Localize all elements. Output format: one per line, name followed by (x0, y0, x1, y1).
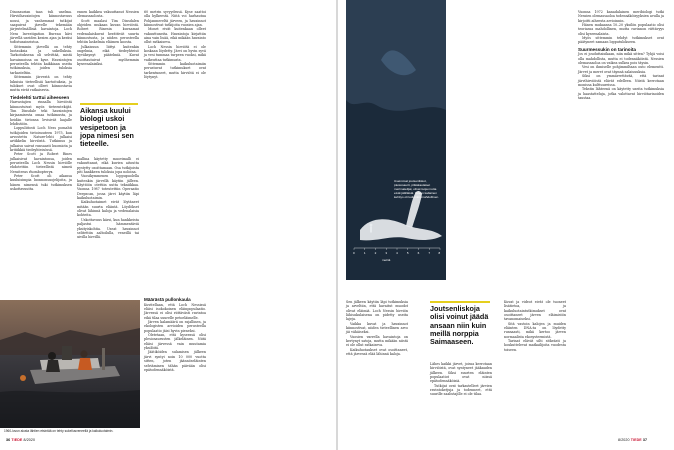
left-col1-p2: Sittemmin järvellä on tehty luotauksia ja sukelluksia. Tarkoituksena oli selvittää, mistä havainnoissa on kyse. Havaintojen perusteella tehtiin kaikkiaan useita tutkimuksia, joiden tuloksia tarkasteltiin. (10, 44, 72, 75)
right-col3-p2: Tutkijat ovat tarkastelleet järvien ravintoketjuja ja todenneet, että suurille saalistajille ei ole tilaa. (430, 383, 492, 397)
plesiosaur-illustration (346, 0, 446, 280)
left-col1-p5: Loppuliitosti Loch Ness pomahti tutkijoiden tietoisuuteen 1975, kun arvostettu Nature-lehti julkaisi artikkelin hirviöstä. Tutkimus ja julkaisu saivat runsaasti huomiota ja kritiikkiä tiedeyhteisössä. (10, 126, 72, 153)
pull-quote-accent-bar (80, 103, 138, 105)
left-col3b-p1: Kuvitellaan, että Loch Nessissä eläisi isokokoinen eläinpopulaatio. Järvessä ei olisi riittävästi ravintoa eikä tilaa suurelle petoeläimelle. (144, 302, 206, 320)
right-footer (618, 438, 647, 442)
diver-boat-photo (0, 300, 140, 428)
right-col1-p4: Kaikuluotaukset ovat osoittaneet, että järvessä elää lähinnä kaloja. (346, 347, 408, 357)
right-footer-page: 37 (642, 438, 648, 442)
right-col-4 (504, 300, 566, 430)
left-col3b-p3: Oletetaan, että kyseessä olisi plesiosaurusten jälkeläinen. Niitä eläisi järvessä vain muutamia yksilöitä. (144, 333, 206, 351)
tick-label-6: 6 (417, 251, 420, 255)
right-col2-p7: Tekstin lähteenä on käytetty useita tutkimuksia ja haastatteluja, jotka valottavat hirviötarinoiden taustaa. (578, 87, 664, 100)
tick-label-4: 4 (396, 251, 398, 255)
right-page (338, 0, 674, 450)
axis-unit: metriä (382, 258, 391, 262)
tick-label-5: 5 (406, 251, 409, 255)
right-footer-issue: 8/2020 (618, 438, 630, 442)
right-col2-p5: Vesi on ihmiselle pohjimmiltaan outo elementti. Järvet ja meret ovat täynnä salaisuuksia. (578, 65, 664, 74)
left-footer-page: 36 (6, 438, 11, 442)
left-footer-brand: TIEDE (11, 438, 23, 442)
right-col3-p1: Lähes kaikki järvet, joissa kerrotaan hirviöistä, ovat syntyneet jääkauden jälkeen. Siksi suurten eläinten populaatiot ovat niissä epätodennäköisiä. (430, 362, 492, 384)
graphic-caption: Useimmat joutsenliskot, plesiosaurit, pitkäkaulaiset merimatelijat, olivat isoja mutta eivät jättiläisiä. Kuvan kaltainen kehitys oli kuitenkin mahdollinen. (394, 179, 440, 199)
right-pull-quote-accent-bar (430, 301, 490, 303)
left-col2b-p3: Kaikuluotaimet eivät löytäneet mitään suurta eläintä. Löydökset olivat lähinnä kaloja ja vedenalaisia kohteita. (77, 200, 139, 218)
right-col2-p6: Siksi on ymmärrettävää, että tarinat järvihirviöistä elävät edelleen. Niistä kerrotaan monissa kulttuureissa. (578, 74, 664, 87)
left-col1-p3: Sittemmin järvestä on tehty lukuisia tieteellisiä kartoituksia, ja tulokset ovat olleet kiinnostavia mutta eivät ratkaisevia. (10, 75, 72, 93)
right-col1-p1: Sen jälkeen käytiin läpi tutkimuksia ja arveltiin, että havaitut muodot olivat eläimiä. Loch Nessin hirviön lähisukulaisena on pidetty useita lajeja. (346, 300, 408, 322)
right-pull-quote (430, 301, 490, 361)
right-col2-subhead: Suurmessukin on tarinoita (578, 46, 636, 52)
right-footer-brand: TIEDE (630, 438, 642, 442)
left-col3-p2: Monet eivät kuitenkaan olleet vakuuttuneita. Havaintoja kirjattiin aina vain lisää, eikä mikään havainto ollut ratkaiseva. (144, 27, 206, 45)
left-col-2b (77, 157, 139, 300)
left-col-3-bottom (144, 295, 206, 431)
left-col1-subhead: Tiedelehti tarttui aiheeseen (10, 94, 70, 100)
left-col2b-p1: mallina käytetty muovimalli ei vakuuttanut, eikä kuvien aitoutta pystytty osoittamaan. Osa tutkijoista piti hankkeen tuloksia jopa noloina. (77, 157, 139, 175)
photo-caption: 1960-luvun alusta lähtien etsintää on tehty sukellusveneellä ja kaikuluotaimin. (4, 429, 114, 433)
right-col2-p2: Hänen mukaansa 10–20 yksilön populaatio olisi teoriassa mahdollinen, mutta ravinnon riittävyys olisi kyseenalaista. (578, 23, 664, 36)
tick-label-3: 3 (385, 251, 388, 255)
right-col1-p2: Vaikka kuvat ja havainnot kiinnostivat, niiden tieteellinen arvo jäi vähäiseksi. (346, 321, 408, 335)
right-col4-p2: Sitä vastoin kalojen ja muiden eläinten DNA:ta on löydetty runsaasti, mikä kertoo järven normaalista ekosysteemistä. (504, 321, 566, 339)
left-col3-p4: Sittemmin kaikuluotaimiin perustuvat tutkimukset ovat tarkentuneet, mutta hirviötä ei ole löytynyt. (144, 62, 206, 80)
tick-label-2: 2 (374, 251, 377, 255)
left-pull-quote-text: Aikansa kuului biologi uskoi vesipetoon ja jopa nimesi sen tieteelle. (80, 106, 134, 149)
left-col2-p2: Scott maalasi Tim Dinsdalen ohjeiden mukaan kuvan hirviöstä. Robert Rinesin kuvaamat vedenalaiskuvat herättivät suurta kiinnostusta, ja niiden perusteella tehtiin laskelmia eläimen koosta. (77, 18, 139, 45)
left-col1-p6: Peter Scott ja Robert Rines julkaisivat havaintonsa, joiden perusteella Loch Nessin hirviölle ehdotettiin tieteellistä nimeä Nessiteras rhombopteryx. (10, 152, 72, 174)
left-col-1 (10, 10, 72, 300)
left-col2-p3: Julkaisuun liittyi kuitenkin ongelmia, eikä tiedeyhteisö hyväksynyt päätelmiä. Kuvat osoittautuivat myöhemmin kyseenalaisiksi. (77, 44, 139, 67)
left-col1-p1: Dinosaurian taas tuli unelma. Hirviöhavaintojen kiinnostavuus nousi, ja vanhemmat tutkijat saapuivat järvelle tekemään järjestelmällisiä havaintoja. Loch Ness Investigation Bureau kävi järvellä useiden kesien ajan ja keräsi todistusaineistoa. (10, 10, 72, 45)
right-col2-p3: Myös sittemmin tehdyt tutkimukset ovat päätyneet samaan lopputulokseen. (578, 36, 664, 45)
left-pull-quote (80, 103, 138, 153)
left-col-3 (144, 10, 206, 295)
diver-boat-illustration (0, 300, 140, 428)
left-col3-subhead: Määrästä pullonkaula (144, 297, 191, 302)
left-col2-p1: ennen kaikkea vakuuttanut Nessien olemassaolosta. (77, 10, 139, 19)
right-col2-p4: Jos ei jouduttaisikaan, niin mikä sitten? Tyhjä voisi olla mahdollista, mutta ei todennäköistä. Nessien olemassaoloa on vaikea sulkea pois täysin. (578, 52, 664, 66)
tick-label-0: 0 (353, 251, 355, 255)
right-col4-p3: Tarinat elävät silti sitkeästi ja houkuttelevat matkailijoita vuodesta toiseen. (504, 339, 566, 352)
left-col2b-p4: Uskottavuus kärsi, kun hankkeista paljastui hämmentäviä yksityiskohtia. Useat havainnot selitettiin aaltoilulla, veneillä tai uivilla hirvillä. (77, 217, 139, 240)
right-col-3 (430, 362, 492, 432)
left-footer-issue: 8/2020 (23, 438, 36, 442)
left-page (0, 0, 336, 450)
tick-label-1: 1 (363, 251, 366, 255)
left-col-2 (77, 10, 139, 100)
left-col3-p3: Loch Nessin hirviötä ei ole koskaan löydetty. Järvi on hyvin syvä ja vesi tummaa turpeen vuoksi, mikä vaikeuttaa tutkimusta. (144, 44, 206, 62)
left-col1-p4: Harrastajien rinnalla hirviöstä kiinnostuivat myös tieteentekijät. Tim Dinsdale teki havaintojen kirjaamisesta omaa tutkimusta, ja heidän tietonsa levisivät laajalle lehdistöön. (10, 100, 72, 126)
human-silhouette-icon (370, 224, 373, 233)
left-col3b-p4: Jäätiköiden sulamisen jälkeen järvi syntyi noin 10 000 vuotta sitten, joten jäännöseläinten selviäminen tähän päivään olisi epätodennäköistä. (144, 350, 206, 372)
tick-label-7: 7 (428, 251, 431, 255)
left-footer (6, 438, 35, 442)
left-col1-p7: Peter Scott oli aikansa kuuluisimpia luonnonsuojelijoita, ja hänen nimensä tuki tutkimuksen uskottavuutta. (10, 174, 72, 192)
left-col3-p1: 60 metrin syvyydessä. Kyse saattoi olla hylkeestä. Niitä voi harhautua Pohjanmereltä järveen, ja havainnot kiinnostivat tutkijoita vuosien ajan. (144, 10, 206, 28)
right-col4-p1: Kuvat ja videot eivät ole tuoneet lisätietoa, ja kaikuluotaintutkimukset ovat osoittaneet järven eläimistön tavanomaiseksi. (504, 300, 566, 322)
right-col-2 (578, 10, 664, 430)
tick-label-8: 8 (438, 251, 441, 255)
right-col-1 (346, 300, 408, 430)
right-col1-p3: Vuosien varrella havaintoja on kertynyt satoja, mutta mikään niistä ei ole ollut ratkaiseva. (346, 334, 408, 348)
right-pull-quote-text: Joutsenliskoja olisi voinut jäädä ansaan niin kuin meillä norppia Saimaaseen. (430, 304, 489, 347)
left-col3b-p2: Järven kalamäärä on rajallinen, ja ekologisten arvioiden perusteella populaatio jäisi hyvin pieneksi. (144, 320, 206, 333)
right-col2-p1: Vuonna 1972 kanadalainen meribiologi tutki Nessien olemassaoloa todennäköisyyksien avulla ja kirjoitti aiheesta arvioinnin. (578, 10, 664, 23)
left-col2b-p2: Vuosikymmenen loppupuolella kuitenkin järvellä käytiin jälleen. Käyttöön otettiin uutta tekniikkaa. Vuonna 1987 toteutettiin Operaatio Deepscan, jossa järvi käytiin läpi kaikuluotaimin. (77, 174, 139, 201)
plesiosaur-graphic (346, 0, 446, 280)
